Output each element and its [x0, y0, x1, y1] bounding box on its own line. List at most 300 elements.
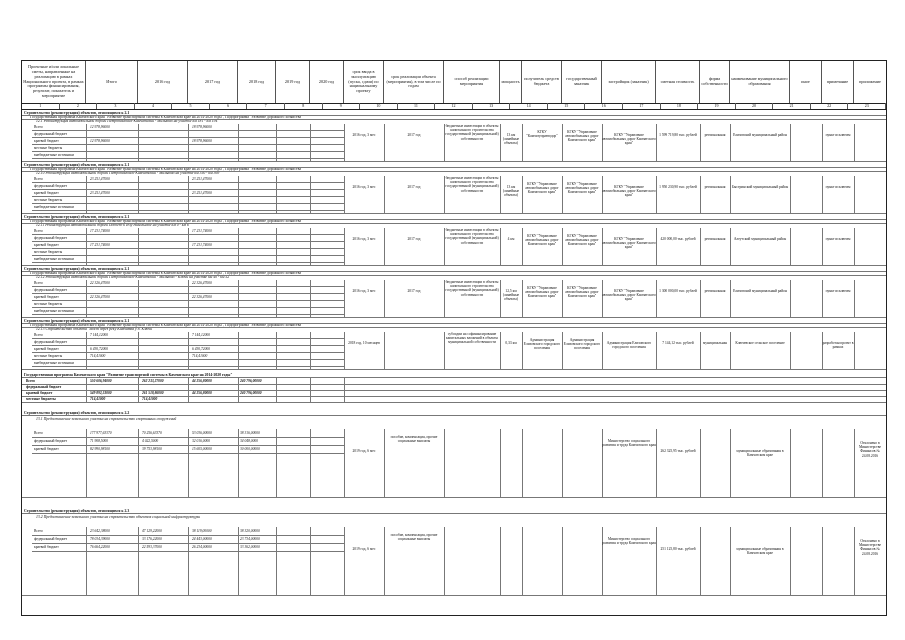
method-cell: бюджетные инвестиции в объекты капитального строительства государственной (муниципальной) собственности — [445, 280, 499, 297]
grid-line — [700, 124, 701, 161]
grid-line — [238, 527, 239, 595]
header-cell: срок реализации объекта (мероприятия), в том числе по годам — [384, 61, 444, 103]
row-value: 39 753,98100 — [142, 447, 162, 451]
grid-line — [344, 527, 345, 595]
column-number: 14 — [510, 103, 548, 109]
method-cell: пособие, компенсация, прочие социальные выплаты — [390, 435, 438, 444]
note-cell: пункт исключен — [825, 237, 851, 241]
grid-line — [700, 280, 701, 317]
note-cell: пункт исключен — [825, 133, 851, 137]
header-cell: 2017 год — [188, 61, 238, 103]
developer-cell: КГКУ "Управление автомобильных дорог Камчатского края" — [602, 185, 656, 198]
totals-label: краевой бюджет — [26, 391, 53, 395]
row-label: местные бюджеты — [34, 198, 63, 202]
row-value: 22 326,47000 — [192, 281, 212, 285]
grid-line — [522, 527, 523, 595]
row-value: 15 605,00000 — [192, 447, 212, 451]
row-label: краевой бюджет — [34, 243, 59, 247]
row-value: 4 022,5000 — [142, 439, 159, 443]
grid-line — [22, 119, 886, 120]
totals-value: 240 796,00000 — [240, 379, 262, 383]
column-number: 5 — [172, 103, 210, 109]
capacity-cell: 12,5 км (линейные объекты) — [502, 289, 520, 302]
object-title: 13.2 Предоставление земельного участка на строительство объектов социальной инфраструктуры — [36, 515, 201, 519]
table-header — [22, 61, 886, 104]
grid-line — [500, 429, 501, 497]
grid-line — [22, 167, 886, 168]
grid-line — [22, 223, 886, 224]
grid-line — [138, 429, 139, 497]
row-label: местные бюджеты — [34, 146, 63, 150]
column-number: 2 — [60, 103, 98, 109]
grid-line — [276, 377, 277, 403]
grid-line — [854, 332, 855, 369]
column-number: 17 — [623, 103, 661, 109]
ownership-cell: региональная — [704, 133, 726, 137]
column-number: 6 — [210, 103, 248, 109]
row-value: 714,41000 — [90, 354, 106, 358]
grid-line — [822, 176, 823, 213]
grid-line — [22, 213, 886, 214]
grid-line — [854, 176, 855, 213]
row-value: 18 978,96000 — [192, 139, 212, 143]
row-label: внебюджетные источники — [34, 309, 74, 313]
column-number: 1 — [22, 103, 60, 109]
grid-line — [188, 176, 189, 213]
row-label: Всего — [34, 229, 43, 233]
method-cell: пособие, компенсация, прочие социальные выплаты — [390, 533, 438, 542]
term-cell: 2016 год, 3 мес — [352, 237, 376, 241]
grid-line — [22, 384, 886, 385]
row-value: 22 326,47000 — [192, 295, 212, 299]
column-number: 7 — [247, 103, 285, 109]
header-cell: застройщик (заказчик) — [602, 61, 656, 103]
row-value: 38 316,00000 — [240, 431, 260, 435]
column-number: 22 — [811, 103, 849, 109]
column-number: 20 — [736, 103, 774, 109]
object-title: 12.10 Реконструкция автомобильной дороги Петропавловск-Камчатский - Мильково на участке км 350 - км 369 — [36, 171, 220, 175]
row-label: Всего — [34, 529, 43, 533]
grid-line — [656, 124, 657, 161]
grid-line — [276, 332, 277, 369]
row-value: 76 664,22000 — [90, 545, 110, 549]
header-cell: 2019 год — [276, 61, 310, 103]
grid-line — [384, 176, 385, 213]
row-value: 38 119,00000 — [192, 529, 212, 533]
row-label: федеральный бюджет — [34, 236, 68, 240]
header-cell: 2018 год — [238, 61, 276, 103]
grid-line — [500, 527, 501, 595]
grid-line — [822, 332, 823, 369]
row-value: 17 231,74000 — [90, 243, 110, 247]
grid-line — [238, 377, 239, 403]
grid-line — [344, 228, 345, 265]
grid-line — [700, 176, 701, 213]
cost-cell: 1 950 230,90 тыс. рублей — [659, 185, 697, 189]
year-cell: 2017 год — [407, 133, 421, 137]
cost-cell: 7 144,12 тыс. рублей — [662, 341, 694, 345]
grid-line — [138, 332, 139, 369]
row-value: 23 251,47000 — [192, 191, 212, 195]
row-value: 47 129,22000 — [142, 529, 162, 533]
term-cell: 2018 год, 10 месяцев — [348, 341, 380, 345]
grid-line — [86, 527, 87, 595]
object-title: 13.1 Предоставление земельного участка на строительство спортивных сооружений — [36, 417, 177, 421]
totals-value: 261 518,86000 — [142, 391, 164, 395]
column-number: 3 — [97, 103, 135, 109]
recipient-cell: КГКУ "Управление автомобильных дорог Камчатского края" — [525, 286, 559, 299]
grid-line — [700, 429, 701, 497]
grid-line — [138, 527, 139, 595]
grid-line — [276, 527, 277, 595]
section-title: Строительство (реконструкция) объектов, относящихся к 2.1 — [24, 319, 130, 323]
column-number: 16 — [585, 103, 623, 109]
row-label: внебюджетные источники — [34, 153, 74, 157]
row-value: 32 016,0000 — [192, 439, 210, 443]
cost-cell: 420 000,00 тыс. рублей — [660, 237, 696, 241]
row-value: 7 144,12000 — [90, 333, 108, 337]
grid-line — [444, 429, 445, 497]
row-value: 714,41000 — [192, 354, 208, 358]
grid-line — [344, 377, 345, 403]
grid-line — [730, 527, 731, 595]
row-value: 6 430,72000 — [192, 347, 210, 351]
row-value: 33 362,00000 — [240, 545, 260, 549]
row-label: местные бюджеты — [34, 302, 63, 306]
totals-value: 240 796,00000 — [240, 391, 262, 395]
object-title: 12.13 Строительство объекта "Мост через реку Камчатка у п. Ключи" — [36, 327, 154, 331]
ownership-cell: региональная — [704, 237, 726, 241]
grid-line — [310, 228, 311, 265]
totals-label: Всего — [26, 379, 35, 383]
grid-line — [238, 176, 239, 213]
row-value: 26 234,00000 — [192, 545, 212, 549]
header-cell: приложение — [859, 78, 881, 84]
note-cell: Отклонено в Министерстве Финансов № 24.08.2016 — [859, 539, 881, 556]
row-value: 22 593,37000 — [142, 545, 162, 549]
totals-value: 714,41000 — [90, 397, 106, 401]
program-title: Государственная программа Камчатского края "Развитие транспортной системы в Камчатском крае на 2014-2020 годы", Подпрограмма "Развитие дорожного хозяйства" — [30, 219, 303, 223]
grid-line — [22, 219, 886, 220]
note-cell: разработан проект в рамках — [822, 341, 854, 350]
capacity-cell: 13 км (линейные объекты) — [502, 185, 520, 198]
grid-line — [602, 332, 603, 369]
grid-line — [138, 176, 139, 213]
section-title: Строительство (реконструкция) объектов, относящихся к 2.3 — [24, 509, 130, 513]
object-title: 12.1 Реконструкция автомобильной дороги Петропавловск-Камчатский - Мильково на участке км 181 - км 194 — [36, 119, 218, 123]
grid-line — [656, 332, 657, 369]
grid-line — [700, 228, 701, 265]
grid-line — [344, 176, 345, 213]
grid-line — [238, 124, 239, 161]
row-value: 53 036,00000 — [192, 431, 212, 435]
grid-line — [384, 228, 385, 265]
grid-line — [562, 527, 563, 595]
grid-line — [276, 280, 277, 317]
grid-line — [344, 332, 345, 369]
row-label: краевой бюджет — [34, 191, 59, 195]
header-cell: сметная стоимость — [656, 61, 700, 103]
totals-value: 714,41000 — [142, 397, 158, 401]
header-cell: Итого — [86, 61, 138, 103]
row-value: 22 326,47000 — [90, 295, 110, 299]
totals-value: 262 233,27000 — [142, 379, 164, 383]
municipality-cell: муниципальные образования в Камчатском крае — [736, 449, 784, 458]
grid-line — [188, 228, 189, 265]
row-label: федеральный бюджет — [34, 537, 68, 541]
row-value: 23 251,47000 — [90, 177, 110, 181]
grid-line — [238, 280, 239, 317]
row-value: 23 642,38000 — [90, 529, 110, 533]
grid-line — [700, 527, 701, 595]
grid-line — [188, 527, 189, 595]
developer-cell: КГКУ "Управление автомобильных дорог Камчатского края" — [602, 289, 656, 302]
row-label: внебюджетные источники — [34, 257, 74, 261]
header-cell: получатель средств бюджета — [522, 61, 562, 103]
grid-line — [86, 228, 87, 265]
grid-line — [656, 176, 657, 213]
totals-value: 44 256,80000 — [192, 391, 212, 395]
row-label: внебюджетные источники — [34, 361, 74, 365]
grid-line — [730, 429, 731, 497]
grid-line — [730, 124, 731, 161]
grid-line — [310, 176, 311, 213]
section-title: Строительство (реконструкция) объектов, относящихся к 2.2 — [24, 411, 130, 415]
row-value: 12 978,96000 — [90, 139, 110, 143]
municipality-cell: Елизовский муниципальный район — [733, 289, 787, 293]
header-cell: срок ввода в эксплуатацию (пуска, сдачи) по национальному проекту — [344, 61, 384, 103]
section-title: Строительство (реконструкция) объектов, относящихся к 2.1 — [24, 215, 130, 219]
grid-line — [310, 280, 311, 317]
column-number: 4 — [135, 103, 173, 109]
grid-line — [22, 415, 886, 416]
row-label: местные бюджеты — [34, 354, 63, 358]
row-value: 6 430,72000 — [90, 347, 108, 351]
grid-line — [344, 280, 345, 317]
method-cell: бюджетные инвестиции в объекты капитального строительства государственной (муниципальной) собственности — [445, 124, 499, 141]
grid-line — [86, 280, 87, 317]
developer-cell: КГКУ "Управление автомобильных дорог Камчатского края" — [602, 237, 656, 250]
row-value: 24 443,00000 — [192, 537, 212, 541]
grid-line — [86, 124, 87, 161]
grid-line — [22, 497, 886, 498]
totals-title: Государственная программа Камчатского края "Развитие транспортной системы в Камчатском крае на 2014-2020 годы" — [24, 373, 233, 377]
capacity-cell: 4 км — [507, 237, 515, 241]
grid-line — [22, 265, 886, 266]
year-cell: 2017 год — [407, 289, 421, 293]
grid-line — [138, 228, 139, 265]
customer-cell: КГКУ "Управление автомобильных дорог Камчатского края" — [565, 130, 599, 143]
method-cell: бюджетные инвестиции в объекты капитального строительства государственной (муниципальной) собственности — [445, 176, 499, 193]
grid-line — [310, 527, 311, 595]
row-value: 23 734,00000 — [240, 537, 260, 541]
column-number: 11 — [398, 103, 436, 109]
grid-line — [656, 429, 657, 497]
row-label: местные бюджеты — [34, 250, 63, 254]
row-value: 17 231,74000 — [192, 243, 212, 247]
column-number: 19 — [698, 103, 736, 109]
developer-cell: Администрация Елизовского городского поселения — [606, 341, 652, 350]
term-cell: 2016 год, 3 мес — [352, 185, 376, 189]
grid-line — [854, 124, 855, 161]
program-title: Государственная программа Камчатского края "Развитие транспортной системы в Камчатском крае на 2014-2020 годы", Подпрограмма "Развитие дорожного хозяйства" — [30, 271, 303, 275]
header-cell: 2016 год — [138, 61, 188, 103]
grid-line — [700, 332, 701, 369]
cost-cell: 1 599 719,80 тыс. рублей — [659, 133, 697, 137]
grid-line — [822, 280, 823, 317]
column-number: 15 — [548, 103, 586, 109]
row-label: краевой бюджет — [34, 447, 59, 451]
grid-line — [822, 124, 823, 161]
row-value: 18 978,96000 — [192, 125, 212, 129]
grid-line — [444, 527, 445, 595]
customer-cell: КГКУ "Управление автомобильных дорог Камчатского края" — [565, 182, 599, 195]
customer-cell: КГКУ "Управление автомобильных дорог Камчатского края" — [565, 286, 599, 299]
grid-line — [562, 429, 563, 497]
grid-line — [822, 429, 823, 497]
grid-line — [276, 176, 277, 213]
grid-line — [310, 429, 311, 497]
grid-line — [22, 171, 886, 172]
grid-line — [790, 332, 791, 369]
row-label: краевой бюджет — [34, 545, 59, 549]
column-number: 9 — [323, 103, 361, 109]
grid-line — [790, 228, 791, 265]
row-value: 23 251,47000 — [192, 177, 212, 181]
grid-line — [344, 429, 345, 497]
year-cell: 2017 год — [407, 185, 421, 189]
grid-line — [238, 332, 239, 369]
customer-cell: Министерство социального развития и труда Камчатского края — [602, 439, 656, 448]
grid-line — [790, 429, 791, 497]
grid-line — [730, 228, 731, 265]
grid-line — [730, 176, 731, 213]
row-value: 82 990,98100 — [90, 447, 110, 451]
note-cell: пункт исключен — [825, 289, 851, 293]
grid-line — [86, 176, 87, 213]
municipality-cell: муниципальные образования в Камчатском крае — [736, 547, 784, 556]
note-cell: пункт исключен — [825, 185, 851, 189]
row-value: 38 320,00000 — [240, 529, 260, 533]
grid-line — [384, 280, 385, 317]
term-cell: 2019 год, 6 мес — [352, 449, 376, 453]
totals-label: местные бюджеты — [26, 397, 56, 401]
capacity-cell: 0,33 км — [505, 341, 517, 345]
grid-line — [822, 228, 823, 265]
grid-line — [22, 327, 886, 328]
row-label: краевой бюджет — [34, 347, 59, 351]
header-cell: форма собственности — [700, 61, 730, 103]
grid-line — [790, 176, 791, 213]
grid-line — [500, 332, 501, 369]
grid-line — [790, 527, 791, 595]
cost-cell: 1 300 000,00 тыс. рублей — [659, 289, 697, 293]
term-cell: 2019 год, 6 мес — [352, 547, 376, 551]
grid-line — [22, 369, 886, 370]
grid-line — [86, 377, 87, 403]
customer-cell: Министерство социального развития и труда Камчатского края — [602, 537, 656, 546]
grid-line — [790, 124, 791, 161]
grid-line — [138, 124, 139, 161]
grid-line — [822, 527, 823, 595]
totals-label: федеральный бюджет — [26, 385, 62, 389]
object-title: 12.11 Реконструкция автомобильной дороги Подъезд к селу Никольское на участке км 0 - км 6 — [36, 223, 189, 227]
program-title: Государственная программа Камчатского края "Развитие транспортной системы в Камчатском крае на 2014-2020 годы", Подпрограмма "Развитие дорожного хозяйства" — [30, 167, 303, 171]
grid-line — [276, 228, 277, 265]
ownership-cell: региональная — [704, 289, 726, 293]
row-value: 34 048,0000 — [240, 439, 258, 443]
method-cell: бюджетные инвестиции в объекты капитального строительства государственной (муниципальной) собственности — [445, 228, 499, 245]
grid-line — [656, 527, 657, 595]
grid-line — [188, 377, 189, 403]
grid-line — [22, 275, 886, 276]
developer-cell: КГКУ "Управление автомобильных дорог Камчатского края" — [602, 133, 656, 146]
term-cell: 2016 год, 3 мес — [352, 133, 376, 137]
row-label: Всего — [34, 177, 43, 181]
municipality-cell: Ключевское сельское поселение — [735, 341, 785, 345]
header-cell: Проектные и/или локальные сметы, направленные на реализацию в рамках Национального проекта, в рамках программы финансирования, результат, показатель и мероприятие — [22, 61, 86, 103]
grid-line — [22, 317, 886, 318]
grid-line — [384, 124, 385, 161]
column-number: 21 — [773, 103, 811, 109]
grid-line — [730, 332, 731, 369]
column-number: 23 — [848, 103, 886, 109]
grid-line — [854, 527, 855, 595]
row-label: федеральный бюджет — [34, 439, 68, 443]
recipient-cell: КГКУ "Управление автомобильных дорог Камчатского края" — [525, 234, 559, 247]
header-cell: примечание — [822, 61, 854, 103]
row-value: 23 251,47000 — [90, 191, 110, 195]
row-label: Всего — [34, 333, 43, 337]
column-number: 12 — [435, 103, 473, 109]
row-value: 177 977,63370 — [90, 431, 112, 435]
grid-line — [310, 377, 311, 403]
grid-line — [656, 280, 657, 317]
capacity-cell: 13 км (линейные объекты) — [502, 133, 520, 146]
grid-line — [188, 124, 189, 161]
grid-line — [138, 377, 139, 403]
row-label: краевой бюджет — [34, 139, 59, 143]
recipient-cell: КГКУ "Управление автомобильных дорог Камчатского края" — [525, 182, 559, 195]
ownership-cell: муниципальная — [703, 341, 727, 345]
object-title: 12.12 Реконструкция автомобильной дороги Петропавловск-Камчатский - Мильково - Ключи на участке км 40 - км 52 — [36, 275, 230, 279]
header-cell: способ реализации мероприятия — [444, 61, 500, 103]
grid-line — [22, 377, 886, 378]
section-title: Строительство (реконструкция) объектов, относящихся к 2.1 — [24, 267, 130, 271]
grid-line — [22, 595, 886, 596]
row-value: 12 978,96000 — [90, 125, 110, 129]
totals-value: 550 606,94000 — [90, 379, 112, 383]
municipality-cell: Алеутский муниципальный район — [733, 237, 787, 241]
row-value: 30 000,00000 — [240, 447, 260, 451]
row-value: 33 176,22000 — [142, 537, 162, 541]
grid-line — [730, 280, 731, 317]
grid-line — [138, 280, 139, 317]
row-value: 7 144,12000 — [192, 333, 210, 337]
row-value: 17 231,74000 — [192, 229, 212, 233]
grid-line — [188, 429, 189, 497]
recipient-cell: Администрация Елизовского городского поселения — [523, 338, 561, 351]
header-cell: иное — [790, 61, 822, 103]
grid-line — [276, 429, 277, 497]
municipality-cell: Елизовский муниципальный район — [733, 133, 787, 137]
grid-line — [238, 228, 239, 265]
recipient-cell: КГКУ "Камчатуправтодор" — [526, 130, 558, 139]
grid-line — [22, 323, 886, 324]
grid-line — [276, 124, 277, 161]
row-value: 70 256,63370 — [142, 431, 162, 435]
grid-line — [522, 429, 523, 497]
